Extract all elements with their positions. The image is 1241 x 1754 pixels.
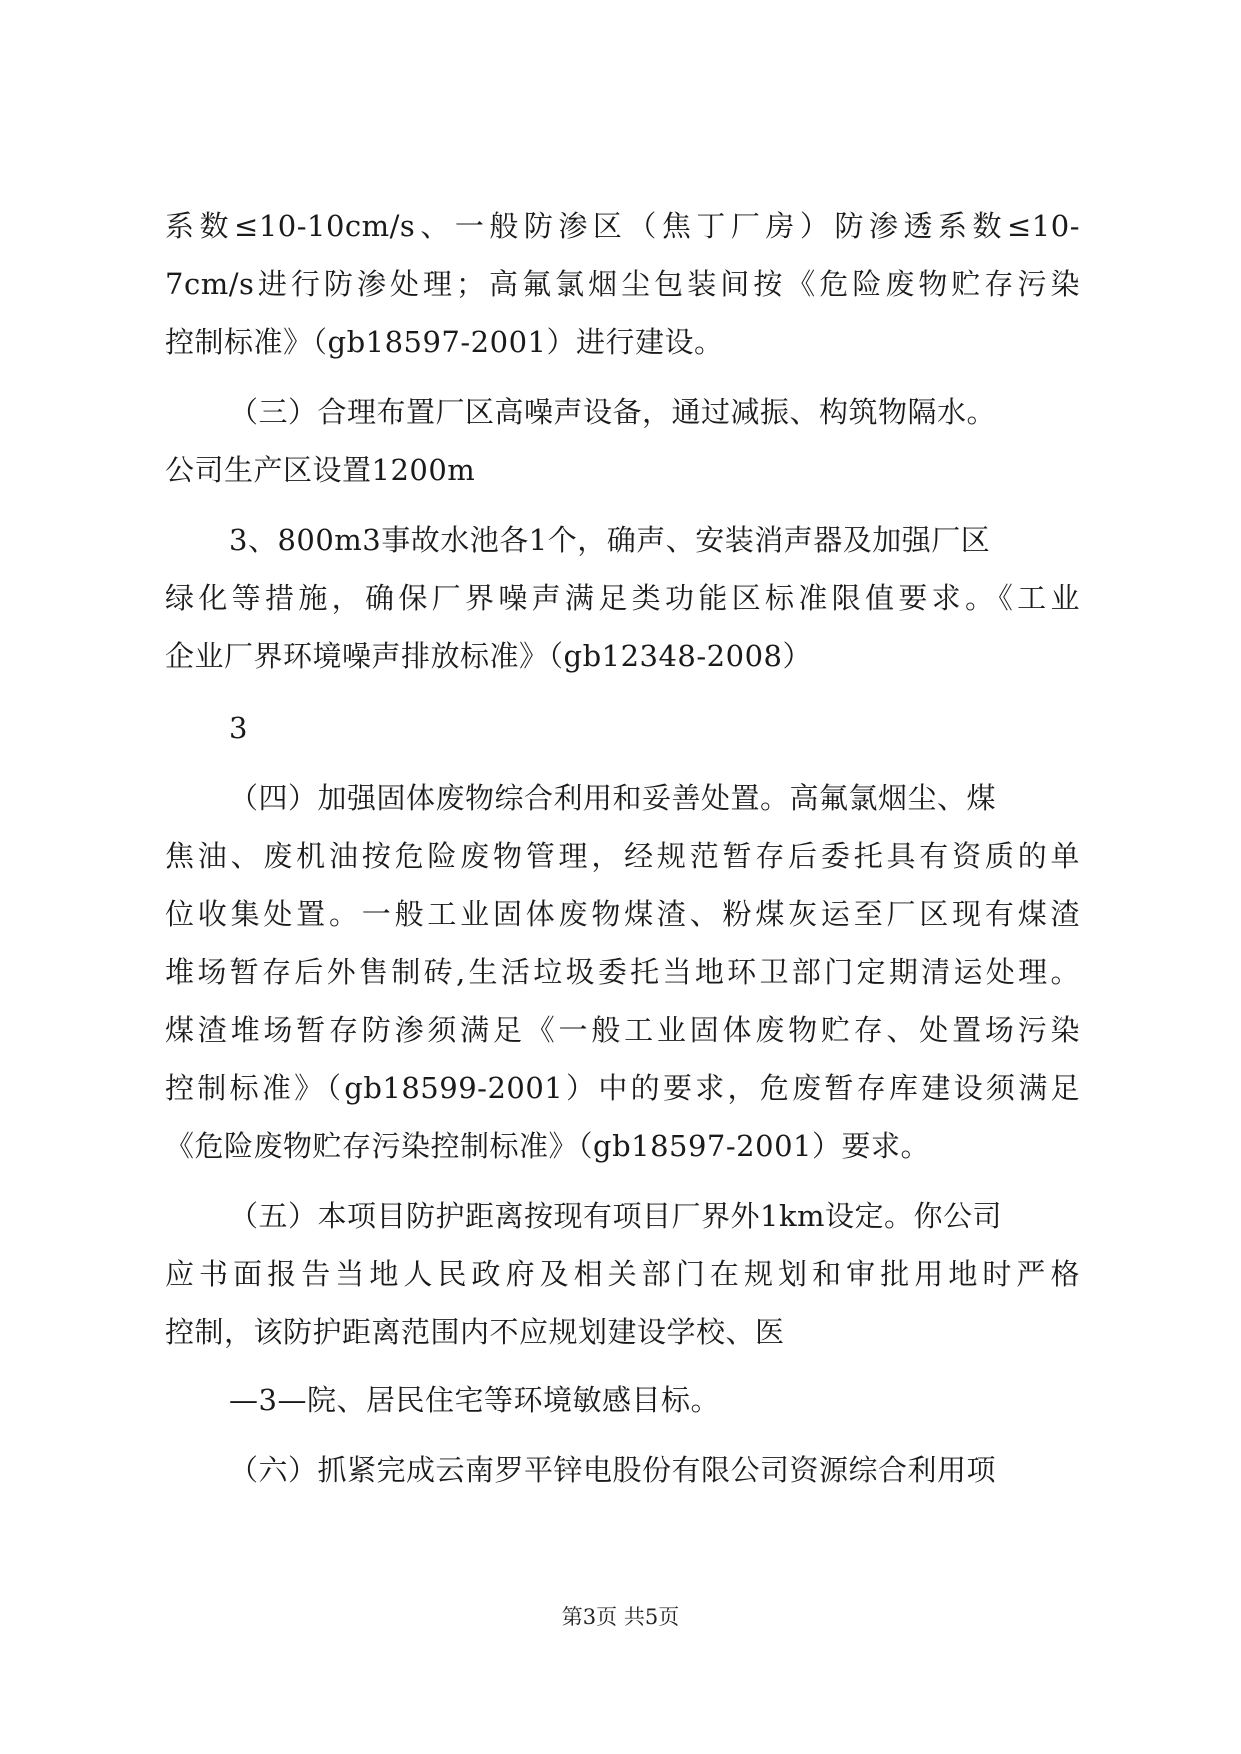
text-line-7: 绿化等措施，确保厂界噪声满足类功能区标准限值要求。《工业 (165, 581, 1080, 615)
text-line-19: 控制，该防护距离范围内不应规划建设学校、医 (165, 1315, 785, 1349)
text-line-5: 公司生产区设置1200m (165, 453, 476, 487)
page-footer: 第3页 共5页 (561, 1605, 680, 1629)
text-line-15: 控制标准》（gb18599-2001）中的要求，危废暂存库建设须满足 (165, 1071, 1080, 1105)
text-line-12: 位收集处置。一般工业固体废物煤渣、粉煤灰运至厂区现有煤渣 (165, 897, 1080, 931)
text-line-3: 控制标准》（gb18597-2001）进行建设。 (165, 325, 724, 359)
text-line-17: （五）本项目防护距离按现有项目厂界外1km设定。你公司 (229, 1199, 1003, 1233)
text-line-4: （三）合理布置厂区高噪声设备，通过减振、构筑物隔水。 (229, 395, 997, 429)
text-line-9: 3 (229, 711, 248, 745)
text-line-6: 3、800m3事故水池各1个，确声、安装消声器及加强厂区 (229, 523, 991, 557)
text-line-11: 焦油、废机油按危险废物管理，经规范暂存后委托具有资质的单 (165, 839, 1080, 873)
text-line-2: 7cm/s进行防渗处理；高氟氯烟尘包装间按《危险废物贮存污染 (165, 267, 1080, 301)
text-line-8: 企业厂界环境噪声排放标准》（gb12348-2008） (165, 639, 812, 673)
text-line-13: 堆场暂存后外售制砖,生活垃圾委托当地环卫部门定期清运处理。 (165, 955, 1080, 989)
text-line-10: （四）加强固体废物综合利用和妥善处置。高氟氯烟尘、煤 (229, 781, 997, 815)
text-line-20: —3—院、居民住宅等环境敏感目标。 (229, 1383, 720, 1417)
text-line-21: （六）抓紧完成云南罗平锌电股份有限公司资源综合利用项 (229, 1453, 997, 1487)
text-line-14: 煤渣堆场暂存防渗须满足《一般工业固体废物贮存、处置场污染 (165, 1013, 1080, 1047)
text-line-18: 应书面报告当地人民政府及相关部门在规划和审批用地时严格 (165, 1257, 1080, 1291)
text-line-16: 《危险废物贮存污染控制标准》（gb18597-2001）要求。 (165, 1129, 930, 1163)
text-line-1: 系数≤10-10cm/s、一般防渗区（焦丁厂房）防渗透系数≤10- (165, 209, 1080, 243)
